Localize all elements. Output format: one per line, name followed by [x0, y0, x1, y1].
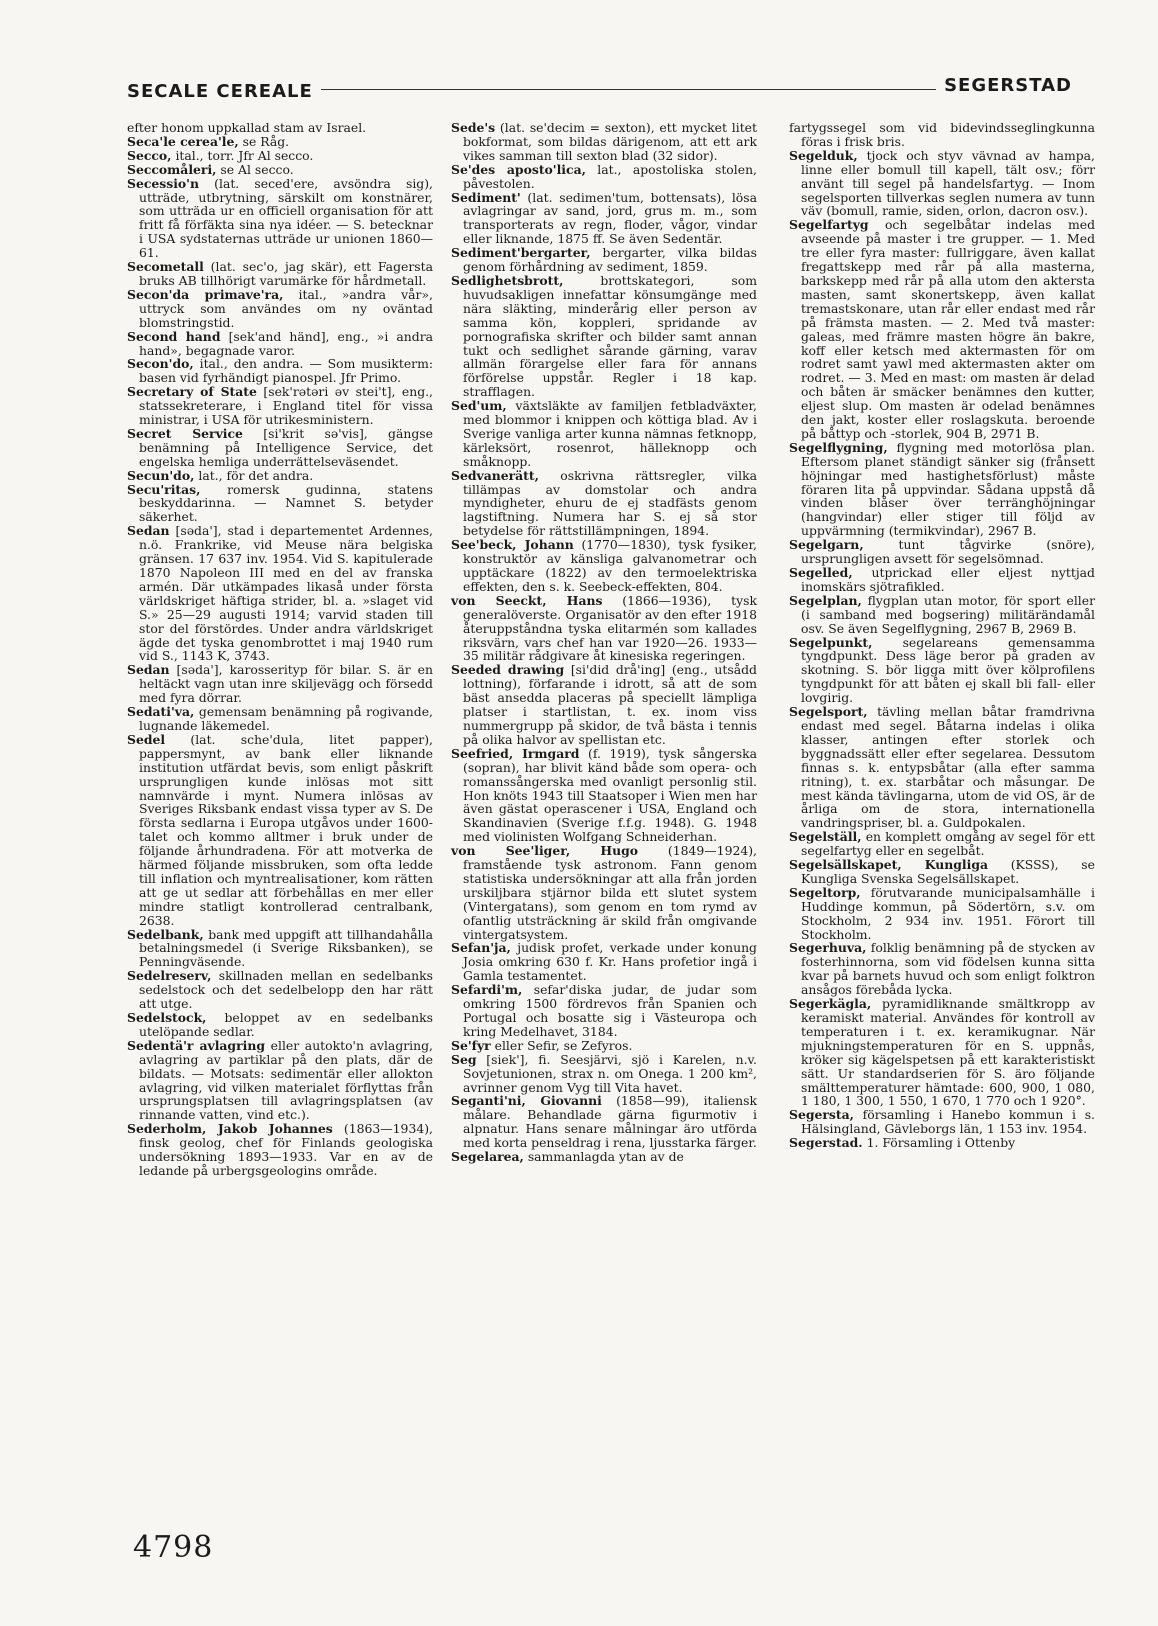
entry-text: [si'did drå'ing] (eng., utsådd lottning), förfarande i idrott, så att de som bäst ansedda placeras på speciellt lämpliga platser i startlistan, t. ex. inom viss nummergrupp på skidor, de två bästa i tennis på olika halvor av spellistan etc.: [463, 662, 757, 747]
dictionary-entry: [789, 997, 1095, 1108]
entry-headword: Sedelreserv,: [127, 968, 212, 984]
dictionary-entry: [451, 941, 757, 983]
dictionary-entry: [451, 399, 757, 469]
entry-text: (lat. se'decim = sexton), ett mycket litet bokformat, som bildas därigenom, att ett ark vikes samman till sexton blad (32 sidor).: [463, 120, 757, 163]
entry-text: 1. Församling i Ottenby: [862, 1135, 1016, 1151]
running-header: [127, 75, 1072, 103]
dictionary-entry: [451, 121, 757, 163]
entry-text: (1849—1924), framstående tysk astronom. Fann genom statistiska undersökningar att alla från jorden urskiljbara stjärnor bilda ett slutet system (Vintergatans), som genom en tom rymd av ofantlig utsträckning är skild från omgivande vintergatsystem.: [463, 843, 757, 942]
entry-headword: Sedlighetsbrott,: [451, 272, 564, 288]
entry-text: [səda'], karosserityp för bilar. S. är en heltäckt vagn utan inre skiljevägg och försedd med fyra dörrar.: [139, 662, 433, 706]
dictionary-entry: [789, 830, 1095, 858]
entry-headword: Secessio'n: [127, 175, 199, 191]
dictionary-entry: [789, 636, 1095, 706]
entry-text: eller autokto'n avlagring, avlagring av partiklar på den plats, där de bildats. — Motsats: sedimentär eller allokton avlagring, vid vilken materialet förflyttas från ursprungsplatsen till avlagringsplatsen (av rinnande vatten, vind etc.).: [139, 1037, 433, 1123]
dictionary-entry: [789, 941, 1095, 997]
entry-text: (lat. sedimen'tum, bottensats), lösa avlagringar av sand, jord, grus m. m., som transporterats av regn, floder, vågor, vindar eller liknande, 1875 ff. Se även Sedentär.: [463, 189, 757, 247]
dictionary-entry: [451, 844, 757, 941]
entry-text: oskrivna rättsregler, vilka tillämpas av domstolar och andra myndigheter, ehuru de ej stadfästs genom lagstiftning. Numera har S. ej så stor betydelse för rättstillämpningen, 1894.: [463, 467, 757, 539]
entry-text: (1863—1934), finsk geolog, chef för Finlands geologiska undersökning 1893—1933. Var en av de ledande på urbergsgeologins område.: [139, 1121, 433, 1178]
dictionary-entry: [789, 121, 1095, 149]
header-left-keyword: SECALE CEREALE: [127, 81, 321, 102]
entry-headword: Sefardi'm,: [451, 982, 523, 998]
entry-headword: Segelfartyg: [789, 217, 869, 233]
dictionary-entry: [451, 274, 757, 399]
dictionary-entry: [789, 886, 1095, 942]
dictionary-entry: [127, 1011, 433, 1039]
dictionary-entry: [451, 983, 757, 1039]
entry-headword: Secometall: [127, 259, 204, 275]
dictionary-entry: [127, 163, 433, 177]
column-3: [789, 121, 1095, 1150]
entry-text: [səda'], stad i departementet Ardennes, n.ö. Frankrike, vid Meuse nära belgiska gränsen. 17 637 inv. 1954. Vid S. kapitulerade 1870 Napoleon III med en del av franska armén. Där utkämpades likaså under första världskriget häftiga strider, bl. a. »slaget vid S.» 25—29 augusti 1914; varvid staden till stor del förstördes. Under andra världskriget ägde det tyska genombrottet i maj 1940 rum vid S., 1143 K, 3743.: [139, 523, 433, 664]
entry-text: församling i Hanebo kommun i s. Hälsingland, Gävleborgs län, 1 153 inv. 1954.: [801, 1107, 1095, 1137]
entry-headword: Sediment'bergarter,: [451, 245, 591, 261]
entry-headword: Segelduk,: [789, 147, 858, 163]
entry-text: folklig benämning på de stycken av fosterhinnorna, som vid födelsen kunna sitta kvar på barnets huvud och som enligt folktron ansågos förebåda lycka.: [801, 940, 1095, 998]
entry-text: brottskategori, som huvudsakligen innefattar könsumgänge med nära släkting, minderårig eller person av samma kön, koppleri, spridande av pornografiska skrifter och bilder samt annan tukt och sedlighet sårande gärning, varav allmän förargelse eller fara för annans förförelse uppstår. Regler i 18 kap. strafflagen.: [463, 272, 757, 400]
dictionary-entry: [451, 246, 757, 274]
entry-text: lat., för det andra.: [194, 467, 314, 483]
dictionary-entry: [127, 135, 433, 149]
entry-headword: Sedel: [127, 731, 166, 747]
dictionary-entry: [451, 1039, 757, 1053]
dictionary-entry: [127, 149, 433, 163]
entry-headword: Segelställ,: [789, 829, 862, 845]
entry-text: ital., torr. Jfr Al secco.: [171, 147, 314, 163]
dictionary-entry: [127, 357, 433, 385]
entry-headword: Sedan: [127, 523, 170, 539]
entry-text: segelareans gemensamma tyngdpunkt. Dess läge beror på graden av skotning. S. bör ligga mitt över kölprofilens tyngdpunkt för att båten ej skall bli fall- eller lovgirig.: [801, 634, 1095, 706]
entry-text: romersk gudinna, statens beskyddarinna. — Namnet S. betyder säkerhet.: [139, 481, 433, 525]
entry-headword: Sed'um,: [451, 398, 507, 414]
entry-headword: Sedan: [127, 662, 170, 678]
dictionary-entry: [451, 469, 757, 539]
entry-headword: Se'des aposto'lica,: [451, 161, 586, 177]
dictionary-entry: [127, 288, 433, 330]
entry-text: [sek'and händ], eng., »i andra hand», begagnade varor.: [139, 328, 434, 358]
dictionary-entry: [451, 1150, 757, 1164]
entry-text: (1858—99), italiensk målare. Behandlade gärna figurmotiv i alpnatur. Hans senare målningar äro utförda med korta penseldrag i rena, ljusstarka färger.: [463, 1093, 758, 1151]
dictionary-entry: [789, 538, 1095, 566]
entry-headword: Sefan'ja,: [451, 940, 511, 956]
entry-text: (1866—1936), tysk generalöverste. Organisatör av den efter 1918 återuppståndna tyska elitarmén som kallades riksvärn, vars chef han var 1920—26. 1933—35 militär rådgivare åt kinesiska regeringen.: [463, 592, 757, 664]
entry-headword: Segerhuva,: [789, 940, 867, 956]
dictionary-entry: [789, 149, 1095, 219]
entry-text: fartygssegel som vid bidevindsseglingkunna föras i frisk bris.: [789, 120, 1095, 149]
entry-headword: Sedvanerätt,: [451, 467, 539, 483]
entry-headword: Sedentä'r avlagring: [127, 1037, 266, 1053]
dictionary-entry: [127, 733, 433, 928]
entry-text: (KSSS), se Kungliga Svenska Segelsällskapet.: [801, 857, 1095, 886]
dictionary-entry: [127, 663, 433, 705]
entry-headword: Secu'ritas,: [127, 481, 201, 497]
entry-text: se Råg.: [238, 133, 290, 149]
entry-text: flygning med motorlösa plan. Eftersom planet ständigt sänker sig (frånsett höjningar med hastighetsförlust) måste föraren lita på uppvindar. Sådana uppstå då vinden blåser över terränghöjningar (hangvindar) eller stiger till följd av uppvärmning (termikvindar), 2967 B.: [801, 439, 1095, 539]
entry-headword: Seefried, Irmgard: [451, 745, 580, 761]
dictionary-entry: [789, 594, 1095, 636]
entry-headword: Segelarea,: [451, 1149, 524, 1165]
dictionary-entry: [789, 441, 1095, 538]
entry-headword: Seganti'ni, Giovanni: [451, 1093, 602, 1109]
entry-text: [si'krit sə'vis], gängse benämning på Intelligence Service, det engelska hemliga underrättelseväsendet.: [139, 425, 433, 469]
entry-text: flygplan utan motor, för sport eller (i samband med bogsering) militärändamål osv. Se även Segelflygning, 2967 B, 2969 B.: [801, 592, 1095, 636]
entry-text: sammanlagda ytan av de: [523, 1149, 684, 1165]
entry-text: [sek'rətəri əv stei't], eng., statssekreterare, i England titel för vissa ministrar, i USA för utrikesministern.: [139, 384, 433, 428]
entry-text: (lat. seced'ere, avsöndra sig), utträde, utbrytning, särskilt om konstnärer, som utträda ur en officiell organisation för att fritt få förfäkta sina nya idéer. — S. betecknar i USA sydstaternas utträde ur unionen 1860—61.: [139, 175, 433, 261]
dictionary-entry: [127, 330, 433, 358]
entry-headword: Secon'do,: [127, 356, 194, 372]
entry-headword: von See'liger, Hugo: [451, 843, 639, 859]
entry-headword: Seg: [451, 1051, 477, 1067]
entry-headword: Segelplan,: [789, 592, 862, 608]
entry-headword: Segersta,: [789, 1107, 854, 1123]
entry-headword: Segelgarn,: [789, 537, 864, 553]
entry-text: växtsläkte av familjen fetbladväxter, med blommor i knippen och köttiga blad. Av i Sverige vanliga arter kunna nämnas fetknopp, kärleksört, rosenrot, hälleknopp och småknopp.: [463, 398, 757, 469]
entry-text: eller Sefir, se Zefyros.: [490, 1037, 633, 1053]
entry-text: förutvarande municipalsamhälle i Huddinge kommun, på Södertörn, s.v. om Stockholm, 2 934 inv. 1951. Förort till Stockholm.: [801, 884, 1095, 942]
entry-headword: Segerkägla,: [789, 996, 872, 1012]
entry-headword: Secco,: [127, 147, 172, 163]
dictionary-entry: [451, 663, 757, 746]
entry-headword: Secon'da primave'ra,: [127, 286, 284, 302]
entry-headword: Sederholm, Jakob Johannes: [127, 1121, 333, 1137]
entry-headword: von Seeckt, Hans: [451, 592, 603, 608]
dictionary-entry: [451, 1053, 757, 1095]
entry-text: ital., »andra vår», uttryck som användes om ny oväntad blomstringstid.: [139, 286, 433, 330]
dictionary-entry: [451, 191, 757, 247]
dictionary-entry: [451, 538, 757, 594]
entry-headword: Sedelbank,: [127, 926, 204, 942]
entry-headword: Sediment': [451, 189, 521, 205]
entry-text: pyramidliknande smältkropp av keramiskt material. Användes för kontroll av temperaturen i t. ex. keramikugnar. När mjukningstemperaturen för en S. uppnås, kröker sig kägelspetsen på ett karakteristiskt sätt. Ur standardserien för S. äro följande smälttemperaturer hämtade: 600, 900, 1 080, 1 180, 1 300, 1 550, 1 670, 1 770 och 1 920°.: [801, 996, 1095, 1109]
entry-headword: Second hand: [127, 328, 221, 344]
entry-text: bank med uppgift att tillhandahålla betalningsmedel (i Sverige Riksbanken), se Penningväsende.: [139, 926, 433, 970]
entry-headword: Secretary of State: [127, 384, 257, 400]
dictionary-entry: [127, 1122, 433, 1178]
dictionary-entry: [127, 524, 433, 663]
column-1: [127, 121, 433, 1178]
entry-text: utprickad eller eljest nyttjad inomskärs sjötrafikled.: [801, 565, 1095, 594]
header-right-keyword: SEGERSTAD: [936, 75, 1072, 96]
entry-text: tunt tågvirke (snöre), ursprungligen avsett för segelsömnad.: [801, 537, 1095, 567]
entry-text: tjock och styv vävnad av hampa, linne eller bomull till kapell, tält osv.; förr använt till segel på handelsfartyg. — Inom segelsporten tillverkas seglen numera av tunn väv (bomull, ramie, siden, orlon, dacron osv.).: [801, 147, 1095, 219]
dictionary-entry: [789, 1108, 1095, 1136]
dictionary-entry: [127, 427, 433, 469]
entry-headword: Segeltorp,: [789, 884, 861, 900]
entry-text: efter honom uppkallad stam av Israel.: [127, 120, 367, 135]
entry-text: gemensam benämning på rogivande, lugnande läkemedel.: [139, 704, 433, 733]
entry-text: sefar'diska judar, de judar som omkring 1500 fördrevos från Spanien och Portugal och bosatte sig i Västeuropa och kring Medelhavet, 3184.: [463, 982, 757, 1039]
dictionary-entry: [127, 969, 433, 1011]
dictionary-entry: [789, 566, 1095, 594]
entry-text: bergarter, vilka bildas genom förhårdning av sediment, 1859.: [463, 245, 757, 275]
entry-text: (lat. sche'dula, litet papper), pappersmynt, av bank eller liknande institution utfärdat bevis, som enligt påskrift ursprungligen kunde inlösas mot sitt namnvärde i mynt. Numera inlösas av Sveriges Riksbank endast vissa typer av S. De första sedlarna i Europa utgåvos under 1600-talet och kommo alltmer i bruk under de följande århundradena. För att motverka de härmed följande missbruken, som ofta ledde till inflation och myntrealisationer, kom rätten att ge ut sedlar att förbehållas en mer eller mindre statligt kontrollerad centralbank, 2638.: [139, 731, 433, 928]
dictionary-entry: [451, 594, 757, 664]
page-number: 4798: [133, 1530, 214, 1565]
entry-headword: Segelsport,: [789, 704, 868, 720]
entry-text: en komplett omgång av segel för ett segelfartyg eller en segelbåt.: [801, 829, 1095, 859]
entry-headword: Segerstad.: [789, 1135, 863, 1151]
entry-text: (lat. sec'o, jag skär), ett Fagersta bruks AB tillhörigt varumärke för hårdmetall.: [139, 259, 433, 288]
dictionary-entry: [127, 705, 433, 733]
dictionary-entry: [789, 705, 1095, 830]
dictionary-entry: [127, 260, 433, 288]
entry-headword: See'beck, Johann: [451, 537, 574, 553]
entry-headword: Segelpunkt,: [789, 634, 873, 650]
entry-text: och segelbåtar indelas med avseende på master i tre grupper. — 1. Med tre eller fyra master: fullriggare, även kallat fregattskepp med rår på alla masterna, barkskepp med rår på alla utom den aktersta masten, samt skonertskepp, även kallat tremastskonare, utan rår eller endast med rår på främsta masten. — 2. Med två master: galeas, med främre masten högre än bakre, koff eller ketsch med aktermasten för om rodret samt yawl med aktermasten akter om rodret. — 3. Med en mast: om masten är delad och båten är smäcker benämnes den kutter, eljest slup. Om masten är odelad benämnes den jakt, koster eller roslagskuta. beroende på båttyp och -storlek, 904 B, 2971 B.: [801, 217, 1095, 441]
entry-headword: Secun'do,: [127, 467, 195, 483]
entry-text: lat., apostoliska stolen, påvestolen.: [463, 161, 757, 191]
dictionary-entry: [789, 1136, 1095, 1150]
dictionary-entry: [127, 1039, 433, 1122]
entry-text: [siek'], fi. Seesjärvi, sjö i Karelen, n.v. Sovjetunionen, strax n. om Onega. 1 200 km², avrinner genom Vyg till Vita havet.: [463, 1051, 757, 1095]
entry-headword: Sedati'va,: [127, 704, 195, 720]
entry-headword: Seeded drawing: [451, 662, 565, 678]
dictionary-entry: [451, 163, 757, 191]
dictionary-entry: [451, 1094, 757, 1150]
entry-headword: Seca'le cerea'le,: [127, 133, 239, 149]
entry-headword: Sedelstock,: [127, 1010, 207, 1025]
entry-text: beloppet av en sedelbanks utelöpande sedlar.: [139, 1010, 433, 1039]
entry-text: judisk profet, verkade under konung Josia omkring 630 f. Kr. Hans profetior ingå i Gamla testamentet.: [463, 940, 757, 984]
dictionary-entry: [127, 385, 433, 427]
entry-text: (1770—1830), tysk fysiker, konstruktör av känsliga galvanometrar och upptäckare (1822) av den termoelektriska effekten, den s. k. Seebeck-effekten, 804.: [463, 537, 757, 594]
dictionary-entry: [127, 928, 433, 970]
entry-headword: Seccomåleri,: [127, 161, 217, 177]
entry-text: ital., den andra. — Som musikterm: basen vid fyrhändigt pianospel. Jfr Primo.: [139, 356, 433, 386]
entry-headword: Segelled,: [789, 565, 853, 580]
dictionary-entry: [127, 177, 433, 260]
entry-text: tävling mellan båtar framdrivna endast med segel. Båtarna indelas i olika klasser, antingen efter storlek och byggnadssätt eller efter segelarea. Dessutom finnas s. k. entypsbåtar (alla efter samma ritning), t. ex. starbåtar och måsungar. De mest kända tävlingarna, utom de vid OS, är de årliga om de stora, internationella vandringspriser, bl. a. Guldpokalen.: [801, 704, 1095, 831]
entry-headword: Sede's: [451, 120, 496, 135]
entry-headword: Secret Service: [127, 425, 243, 441]
entry-headword: Se'fyr: [451, 1037, 491, 1053]
entry-headword: Segelsällskapet, Kungliga: [789, 857, 989, 873]
dictionary-entry: [127, 469, 433, 483]
entry-text: skillnaden mellan en sedelbanks sedelstock och det sedelbelopp den har rätt att utge.: [139, 968, 433, 1012]
dictionary-entry: [127, 483, 433, 525]
entry-text: se Al secco.: [216, 161, 294, 177]
entry-text: (f. 1919), tysk sångerska (sopran), har blivit känd både som opera- och romanssångerska med ovanligt personlig stil. Hon knöts 1943 till Staatsoper i Wien men har även gästat operascener i USA, England och Skandinavien (Sverige f.f.g. 1948). G. 1948 med violinisten Wolfgang Schneiderhan.: [463, 745, 757, 845]
column-2: [451, 121, 757, 1164]
dictionary-entry: [789, 218, 1095, 441]
dictionary-entry: [127, 121, 433, 135]
entry-headword: Segelflygning,: [789, 439, 888, 455]
dictionary-entry: [789, 858, 1095, 886]
dictionary-entry: [451, 747, 757, 844]
